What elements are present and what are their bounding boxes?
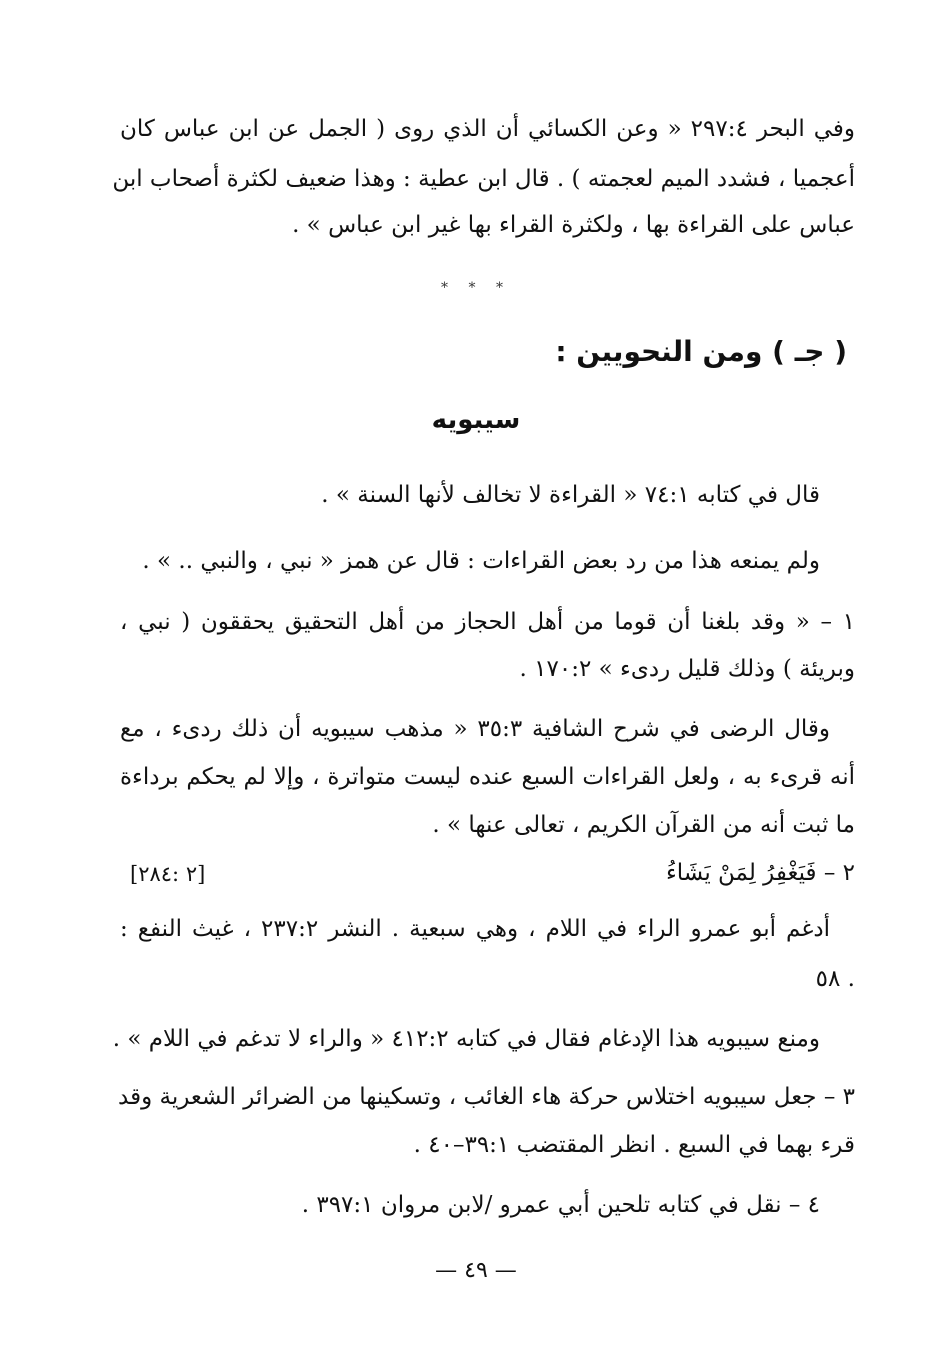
section-heading: ( جـ ) ومن النحويين :	[555, 335, 847, 368]
item1-line1: ١ – « وقد بلغنا أن قوما من أهل الحجاز من أهل التحقيق يحققون ( نبي ،	[120, 609, 855, 635]
item3-line2: قرء بهما في السبع . انظر المقتضب ٣٩:١–٤٠ .	[413, 1132, 855, 1158]
paragraph-book-quote: قال في كتابه ٧٤:١ « القراءة لا تخالف لأنها السنة » .	[321, 482, 820, 508]
author-heading: سيبويه	[431, 405, 521, 435]
item3-line1: ٣ – جعل سيبويه اختلاس حركة هاء الغائب ، وتسكينها من الضرائر الشعرية وقد	[118, 1084, 855, 1110]
paragraph-forbid: ومنع سيبويه هذا الإدغام فقال في كتابه ٤١٢:٢ « والراء لا تدغم في اللام » .	[112, 1026, 820, 1052]
item2-verse-reference: [٢ :٢٨٤]	[130, 862, 206, 886]
separator-stars: * * *	[441, 280, 511, 296]
item4: ٤ – نقل في كتابه تلحين أبي عمرو /لابن مروان ٣٩٧:١ .	[301, 1192, 820, 1218]
paragraph1-line1: وفي البحر ٢٩٧:٤ « وعن الكسائي أن الذي روى ( الجمل عن ابن عباس كان	[120, 116, 855, 142]
item2-line2: ٥٨ .	[815, 966, 855, 992]
paragraph1-line3: عباس على القراءة بها ، ولكثرة القراء بها غير ابن عباس » .	[292, 212, 855, 238]
page-number: — ٤٩ —	[435, 1258, 517, 1283]
radi-line3: ما ثبت أنه من القرآن الكريم ، تعالى عنها » .	[432, 812, 855, 838]
radi-line1: وقال الرضى في شرح الشافية ٣٥:٣ « مذهب سيبويه أن ذلك ردىء ، مع	[120, 716, 831, 742]
item2-line1: أدغم أبو عمرو الراء في اللام ، وهي سبعية . النشر ٢٣٧:٢ ، غيث النفع :	[120, 916, 830, 942]
item1-line2: وبريئة ) وذلك قليل ردىء » ١٧٠:٢ .	[519, 656, 855, 682]
radi-line2: أنه قرىء به ، ولعل القراءات السبع عنده ليست متواترة ، وإلا لم يحكم برداءة	[120, 764, 855, 790]
item2-verse: ٢ – فَيَغْفِرُ لِمَنْ يَشَاءُ	[665, 860, 855, 886]
paragraph-prevent: ولم يمنعه هذا من رد بعض القراءات : قال عن همز « نبي ، والنبي .. » .	[142, 548, 820, 574]
item2-verse-row	[120, 860, 855, 896]
paragraph1-line2: أعجميا ، فشدد الميم لعجمته ) . قال ابن عطية : وهذا ضعيف لكثرة أصحاب ابن	[112, 166, 855, 192]
